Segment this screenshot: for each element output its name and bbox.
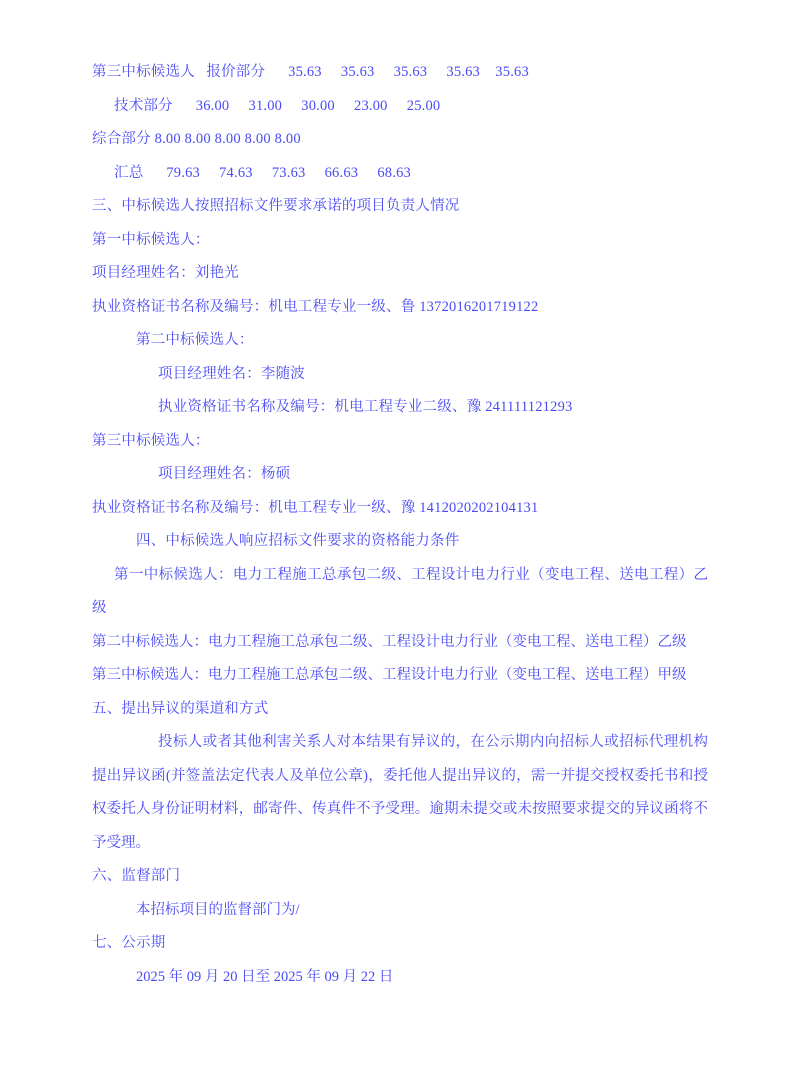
text-line: 第二中标候选人： (136, 332, 254, 348)
section-five-body: 投标人或者其他利害关系人对本结果有异议的，在公示期内向招标人或招标代理机构提出异议函(并签盖法定代表人及单位公章)，委托他人提出异议的，需一并提交授权委托书和授权委托人身份证明材料，邮寄件、传真件不予受理。逾期未提交或未按照要求提交的异议函将不予受理。 (92, 734, 708, 851)
text-line: 综合部分 8.00 8.00 8.00 8.00 8.00 (92, 131, 301, 147)
section-heading-three: 三、中标候选人按照招标文件要求承诺的项目负责人情况 (92, 198, 460, 214)
qualification-paragraph: 第三中标候选人：电力工程施工总承包二级、工程设计电力行业（变电工程、送电工程）甲级 (92, 667, 687, 683)
text-line: 第一中标候选人： (92, 231, 210, 248)
text-line: 项目经理姓名：杨硕 (158, 466, 291, 482)
text-line: 执业资格证书名称及编号：机电工程专业二级、豫 241111121293 (158, 399, 573, 415)
section-heading-four: 四、中标候选人响应招标文件要求的资格能力条件 (136, 533, 460, 549)
section-six-body: 本招标项目的监督部门为/ (136, 901, 300, 918)
text-line: 技术部分 36.00 31.00 30.00 23.00 25.00 (114, 97, 441, 114)
qualification-paragraph: 第一中标候选人：电力工程施工总承包二级、工程设计电力行业（变电工程、送电工程）乙级 (92, 566, 708, 616)
text-line: 汇总 79.63 74.63 73.63 66.63 68.63 (114, 164, 411, 181)
text-line: 第三中标候选人 报价部分 35.63 35.63 35.63 35.63 35.63 (92, 64, 529, 80)
text-line: 执业资格证书名称及编号：机电工程专业一级、鲁 1372016201719122 (92, 298, 539, 315)
section-heading-five: 五、提出异议的渠道和方式 (92, 700, 269, 717)
section-heading-seven: 七、公示期 (92, 935, 166, 951)
text-line: 执业资格证书名称及编号：机电工程专业一级、豫 1412020202104131 (92, 499, 539, 516)
text-line: 第三中标候选人： (92, 432, 210, 449)
text-line: 项目经理姓名：刘艳光 (92, 265, 239, 281)
text-line: 项目经理姓名：李随波 (158, 365, 305, 382)
section-seven-body: 2025 年 09 月 20 日至 2025 年 09 月 22 日 (136, 968, 394, 985)
qualification-paragraph: 第二中标候选人：电力工程施工总承包二级、工程设计电力行业（变电工程、送电工程）乙级 (92, 633, 687, 650)
section-heading-six: 六、监督部门 (92, 868, 181, 884)
